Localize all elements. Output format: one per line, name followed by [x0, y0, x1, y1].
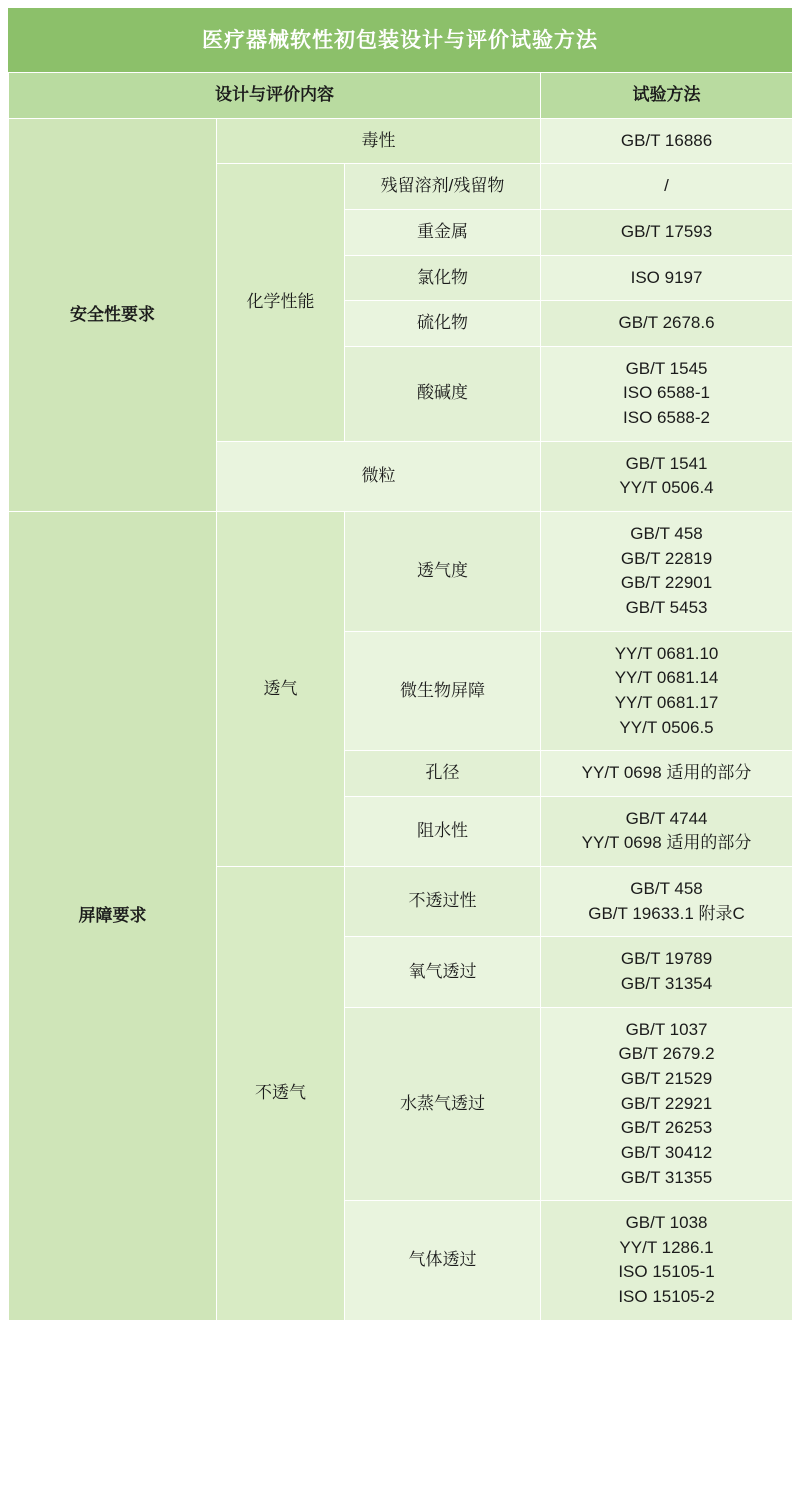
table-header-row	[9, 73, 793, 119]
item-cell: 阻水性	[345, 796, 541, 866]
method-line: GB/T 5453	[625, 597, 708, 617]
method-cell	[541, 209, 793, 255]
method-cell	[541, 301, 793, 347]
category-cell: 屏障要求	[9, 512, 217, 1321]
method-cell	[541, 255, 793, 301]
method-cell	[541, 118, 793, 164]
method-line: GB/T 30412	[620, 1142, 713, 1162]
method-line: YY/T 0698 适用的部分	[581, 833, 752, 853]
method-line: ISO 6588-2	[623, 408, 710, 428]
item-cell: 氯化物	[345, 255, 541, 301]
item-cell: 不透过性	[345, 867, 541, 937]
category-cell: 安全性要求	[9, 118, 217, 511]
method-line: GB/T 31355	[620, 1167, 713, 1187]
item-cell: 孔径	[345, 751, 541, 797]
method-cell	[541, 867, 793, 937]
method-cell	[541, 1201, 793, 1321]
item-cell: 透气度	[345, 512, 541, 632]
subcategory-cell: 不透气	[217, 867, 345, 1321]
method-line: GB/T 1037	[625, 1019, 708, 1039]
method-line: GB/T 26253	[620, 1118, 713, 1138]
method-line: GB/T 22901	[620, 573, 713, 593]
method-line: GB/T 19633.1 附录C	[588, 903, 745, 923]
method-line: GB/T 31354	[620, 974, 713, 994]
method-line: GB/T 17593	[620, 221, 713, 241]
method-line: /	[664, 176, 669, 196]
header-method: 试验方法	[541, 73, 793, 119]
subcategory-cell: 化学性能	[217, 164, 345, 441]
method-line: ISO 15105-1	[618, 1262, 715, 1282]
item-cell: 气体透过	[345, 1201, 541, 1321]
method-line: GB/T 16886	[620, 130, 713, 150]
table-row	[9, 118, 793, 164]
header-content: 设计与评价内容	[9, 73, 541, 119]
method-line: GB/T 21529	[620, 1068, 713, 1088]
method-line: GB/T 22921	[620, 1093, 713, 1113]
method-line: GB/T 1545	[625, 358, 708, 378]
method-line: YY/T 0698 适用的部分	[581, 763, 752, 783]
item-cell: 水蒸气透过	[345, 1007, 541, 1200]
method-line: GB/T 19789	[620, 949, 713, 969]
method-line: YY/T 0681.10	[614, 643, 719, 663]
method-cell	[541, 631, 793, 751]
method-cell	[541, 937, 793, 1007]
method-line: GB/T 4744	[625, 808, 708, 828]
method-line: GB/T 2678.6	[618, 313, 715, 333]
method-line: YY/T 0681.14	[614, 668, 719, 688]
method-cell	[541, 346, 793, 441]
item-cell: 氧气透过	[345, 937, 541, 1007]
method-line: ISO 15105-2	[618, 1287, 715, 1307]
item-cell: 酸碱度	[345, 346, 541, 441]
item-cell: 残留溶剂/残留物	[345, 164, 541, 210]
method-line: GB/T 1038	[625, 1213, 708, 1233]
item-cell: 硫化物	[345, 301, 541, 347]
method-cell	[541, 751, 793, 797]
item-cell: 微粒	[217, 441, 541, 511]
method-line: GB/T 458	[630, 879, 703, 899]
table-row	[9, 512, 793, 632]
packaging-methods-table	[8, 72, 793, 1321]
method-line: ISO 9197	[630, 267, 703, 287]
method-cell	[541, 1007, 793, 1200]
item-cell: 重金属	[345, 209, 541, 255]
method-cell	[541, 164, 793, 210]
method-cell	[541, 796, 793, 866]
method-line: GB/T 458	[630, 524, 703, 544]
item-cell: 毒性	[217, 118, 541, 164]
method-line: GB/T 1541	[625, 453, 708, 473]
method-line: YY/T 0506.4	[619, 478, 714, 498]
method-line: GB/T 22819	[620, 548, 713, 568]
method-cell	[541, 441, 793, 511]
method-line: YY/T 0506.5	[619, 717, 714, 737]
page-title: 医疗器械软性初包装设计与评价试验方法	[8, 8, 792, 72]
subcategory-cell: 透气	[217, 512, 345, 867]
method-line: YY/T 0681.17	[614, 692, 719, 712]
method-cell	[541, 512, 793, 632]
method-line: YY/T 1286.1	[619, 1237, 714, 1257]
item-cell: 微生物屏障	[345, 631, 541, 751]
method-line: GB/T 2679.2	[618, 1044, 715, 1064]
method-line: ISO 6588-1	[623, 383, 710, 403]
